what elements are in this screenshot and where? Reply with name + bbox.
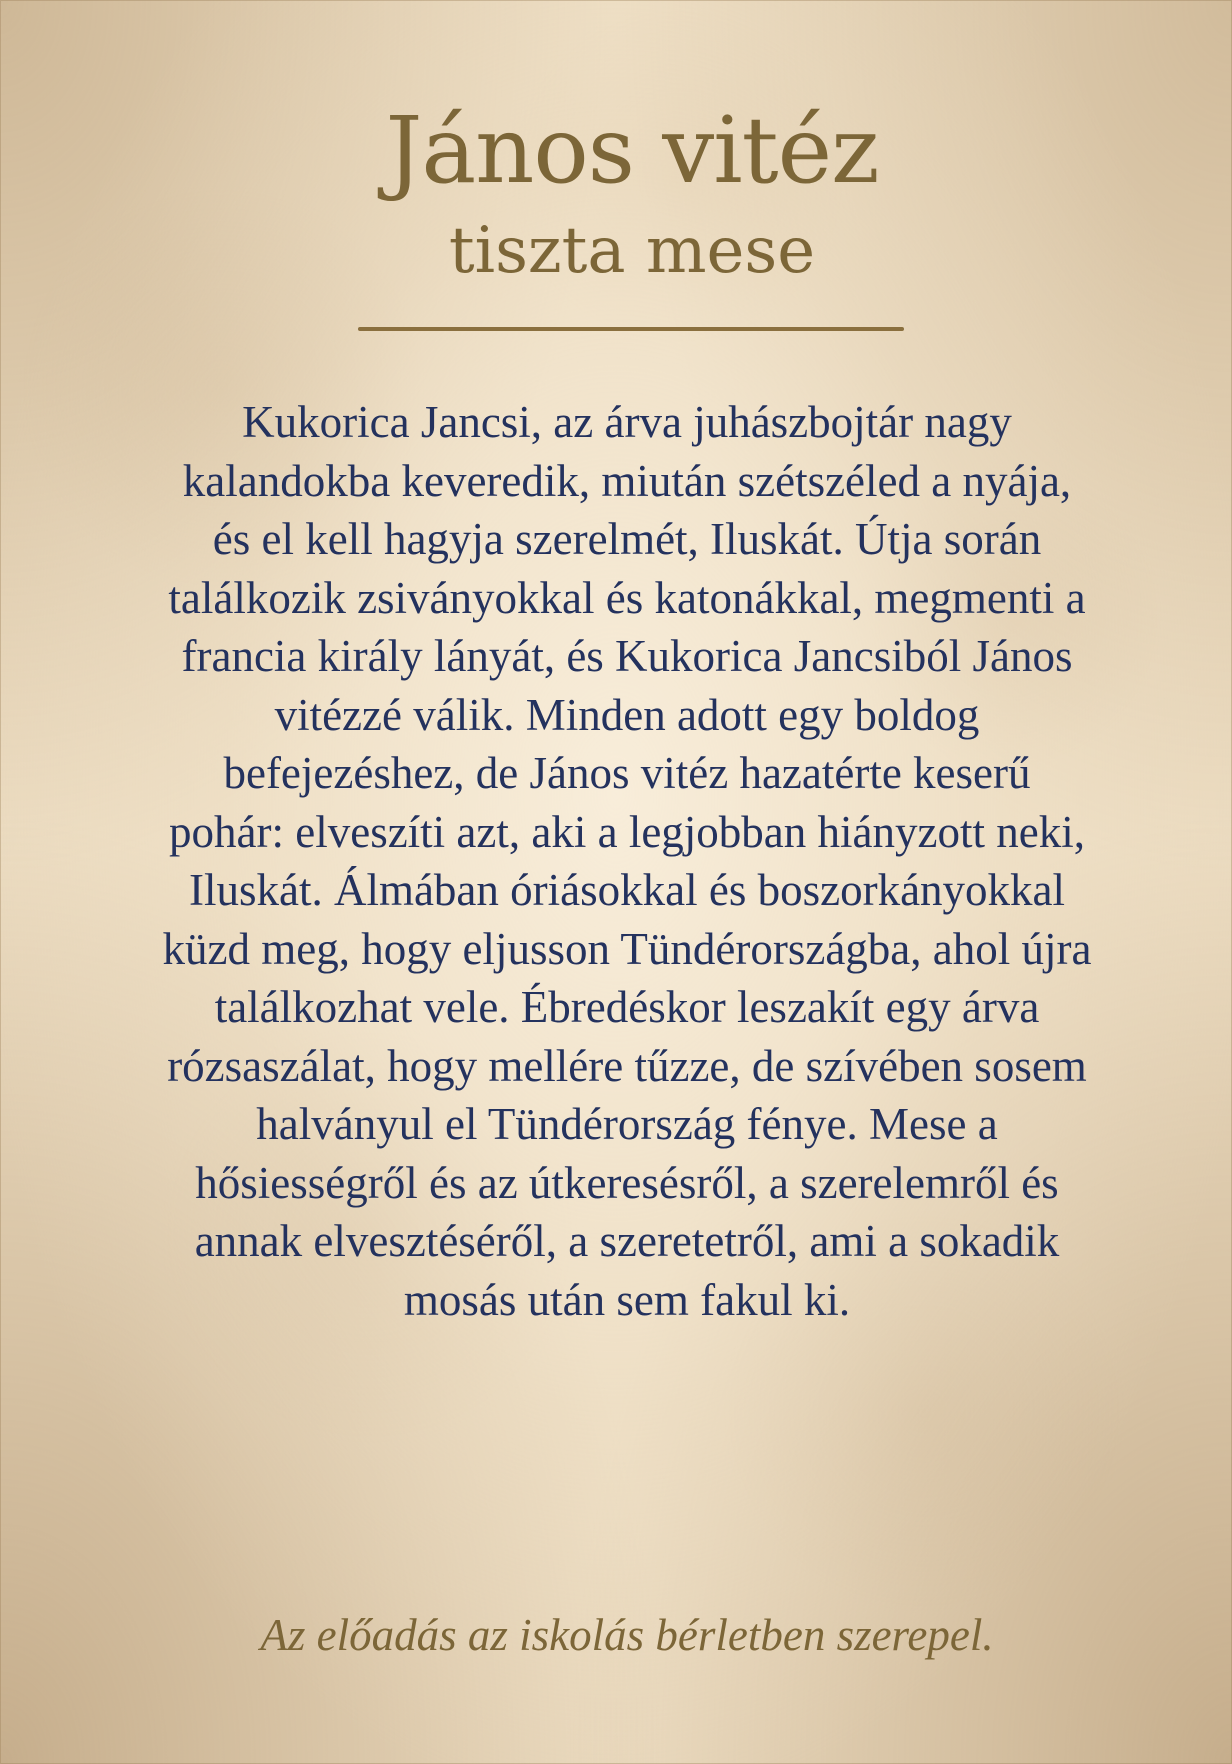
story-description: Kukorica Jancsi, az árva juhászbojtár nagy kalandokba keveredik, miután szétszéled a nyája, és el kell hagyja szerelmét, Iluskát. Útja során találkozik zsiványokkal és katonákkal, megmenti a francia király lányát, és Kukorica Jancsiból János vitézzé válik. Minden adott egy boldog befejezéshez, de János vitéz hazatérte keserű pohár: elveszíti azt, aki a legjobban hiányzott neki, Iluskát. Álmában óriásokkal és boszorkányokkal küzd meg, hogy eljusson Tündérországba, ahol újra találkozhat vele. Ébredéskor leszakít egy árva rózsaszálat, hogy mellére tűzze, de szívében sosem halványul el Tündérország fénye. Mese a hősiességről és az útkeresésről, a szerelemről és annak elvesztéséről, a szeretetről, ami a sokadik mosás után sem fakul ki. (162, 397, 1092, 1325)
title-divider (358, 327, 904, 331)
footer-note: Az előadás az iskolás bérletben szerepel. (260, 1610, 994, 1660)
page-title: János vitéz (385, 97, 879, 204)
page-subtitle: tiszta mese (448, 214, 816, 288)
